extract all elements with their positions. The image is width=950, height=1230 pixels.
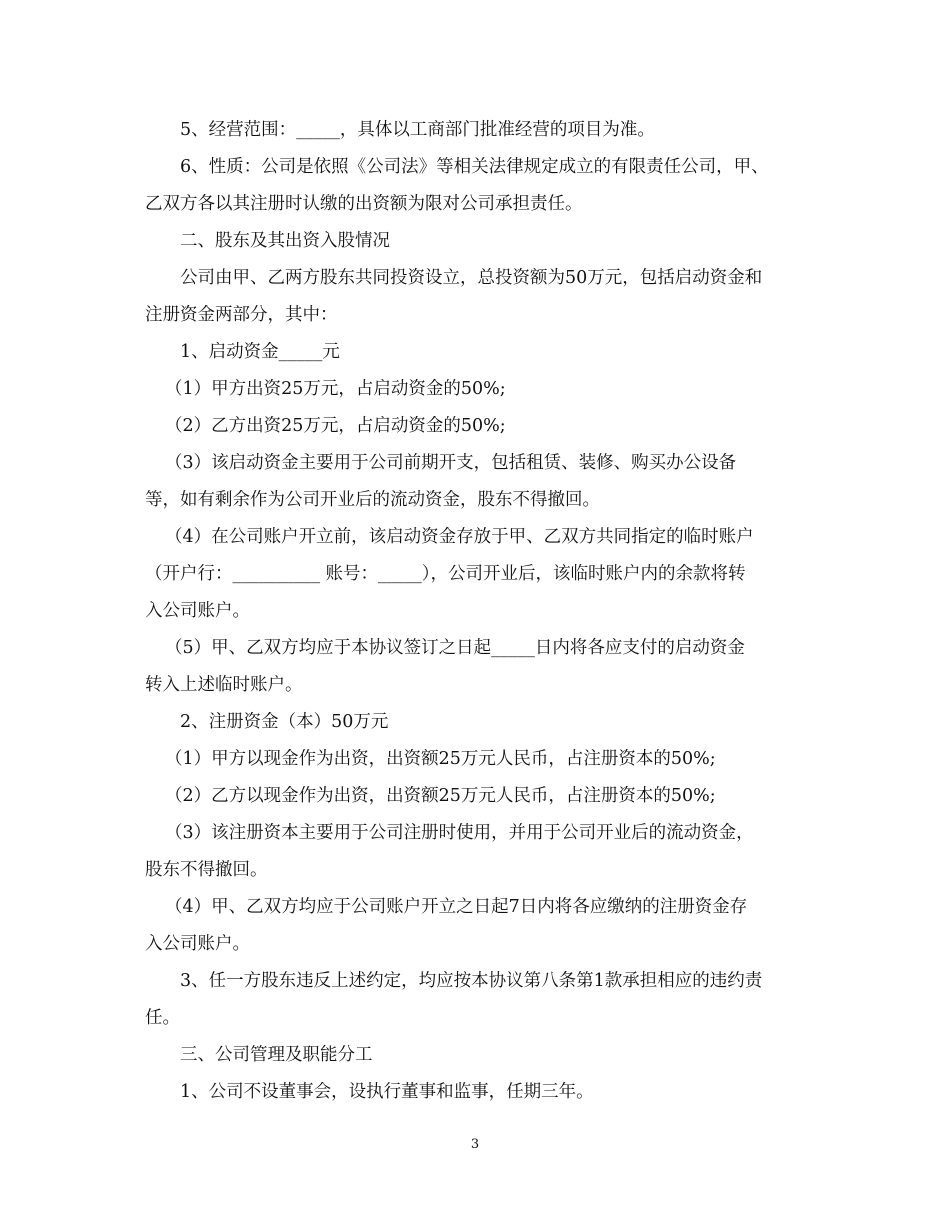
text-line: （2）乙方以现金作为出资，出资额25万元人民币，占注册资本的50%; [165, 786, 716, 806]
text-line: 6、性质：公司是依照《公司法》等相关法律规定成立的有限责任公司，甲、 [180, 157, 769, 177]
text-line: （3）该启动资金主要用于公司前期开支，包括租赁、装修、购买办公设备 [165, 453, 737, 473]
text-line: 等，如有剩余作为公司开业后的流动资金，股东不得撤回。 [145, 490, 600, 510]
text-line: （4）甲、乙双方均应于公司账户开立之日起7日内将各应缴纳的注册资金存 [165, 897, 748, 917]
text-line: 乙双方各以其注册时认缴的出资额为限对公司承担责任。 [145, 194, 583, 214]
text-line: 入公司账户。 [145, 934, 250, 954]
text-line: 5、经营范围：_____，具体以工商部门批准经营的项目为准。 [180, 120, 655, 140]
text-line: 股东不得撤回。 [145, 860, 268, 880]
text-line: （3）该注册资本主要用于公司注册时使用，并用于公司开业后的流动资金， [165, 823, 754, 843]
text-line: 入公司账户。 [145, 601, 250, 621]
text-line: 公司由甲、乙两方股东共同投资设立，总投资额为50万元，包括启动资金和 [180, 268, 763, 288]
page-number: 3 [470, 1137, 480, 1152]
text-line: （2）乙方出资25万元，占启动资金的50%; [165, 416, 506, 436]
text-line: （1）甲方出资25万元，占启动资金的50%; [165, 379, 506, 399]
section-heading: 三、公司管理及职能分工 [180, 1045, 373, 1065]
text-line: （5）甲、乙双方均应于本协议签订之日起_____日内将各应支付的启动资金 [165, 638, 745, 658]
text-line: （4）在公司账户开立前，该启动资金存放于甲、乙双方共同指定的临时账户 [165, 527, 754, 547]
text-line: （开户行：__________ 账号：_____），公司开业后，该临时账户内的余款将转 [145, 564, 746, 584]
text-line: 3、任一方股东违反上述约定，均应按本协议第八条第1款承担相应的违约责 [180, 971, 763, 991]
text-line: 1、公司不设董事会，设执行董事和监事，任期三年。 [180, 1082, 594, 1102]
text-line: 注册资金两部分，其中： [145, 305, 338, 325]
section-heading: 二、股东及其出资入股情况 [180, 231, 390, 251]
text-line: （1）甲方以现金作为出资，出资额25万元人民币，占注册资本的50%; [165, 749, 716, 769]
text-line: 任。 [145, 1008, 180, 1028]
text-line: 转入上述临时账户。 [145, 675, 303, 695]
text-line: 2、注册资金（本）50万元 [180, 712, 389, 732]
text-line: 1、启动资金_____元 [180, 342, 340, 362]
